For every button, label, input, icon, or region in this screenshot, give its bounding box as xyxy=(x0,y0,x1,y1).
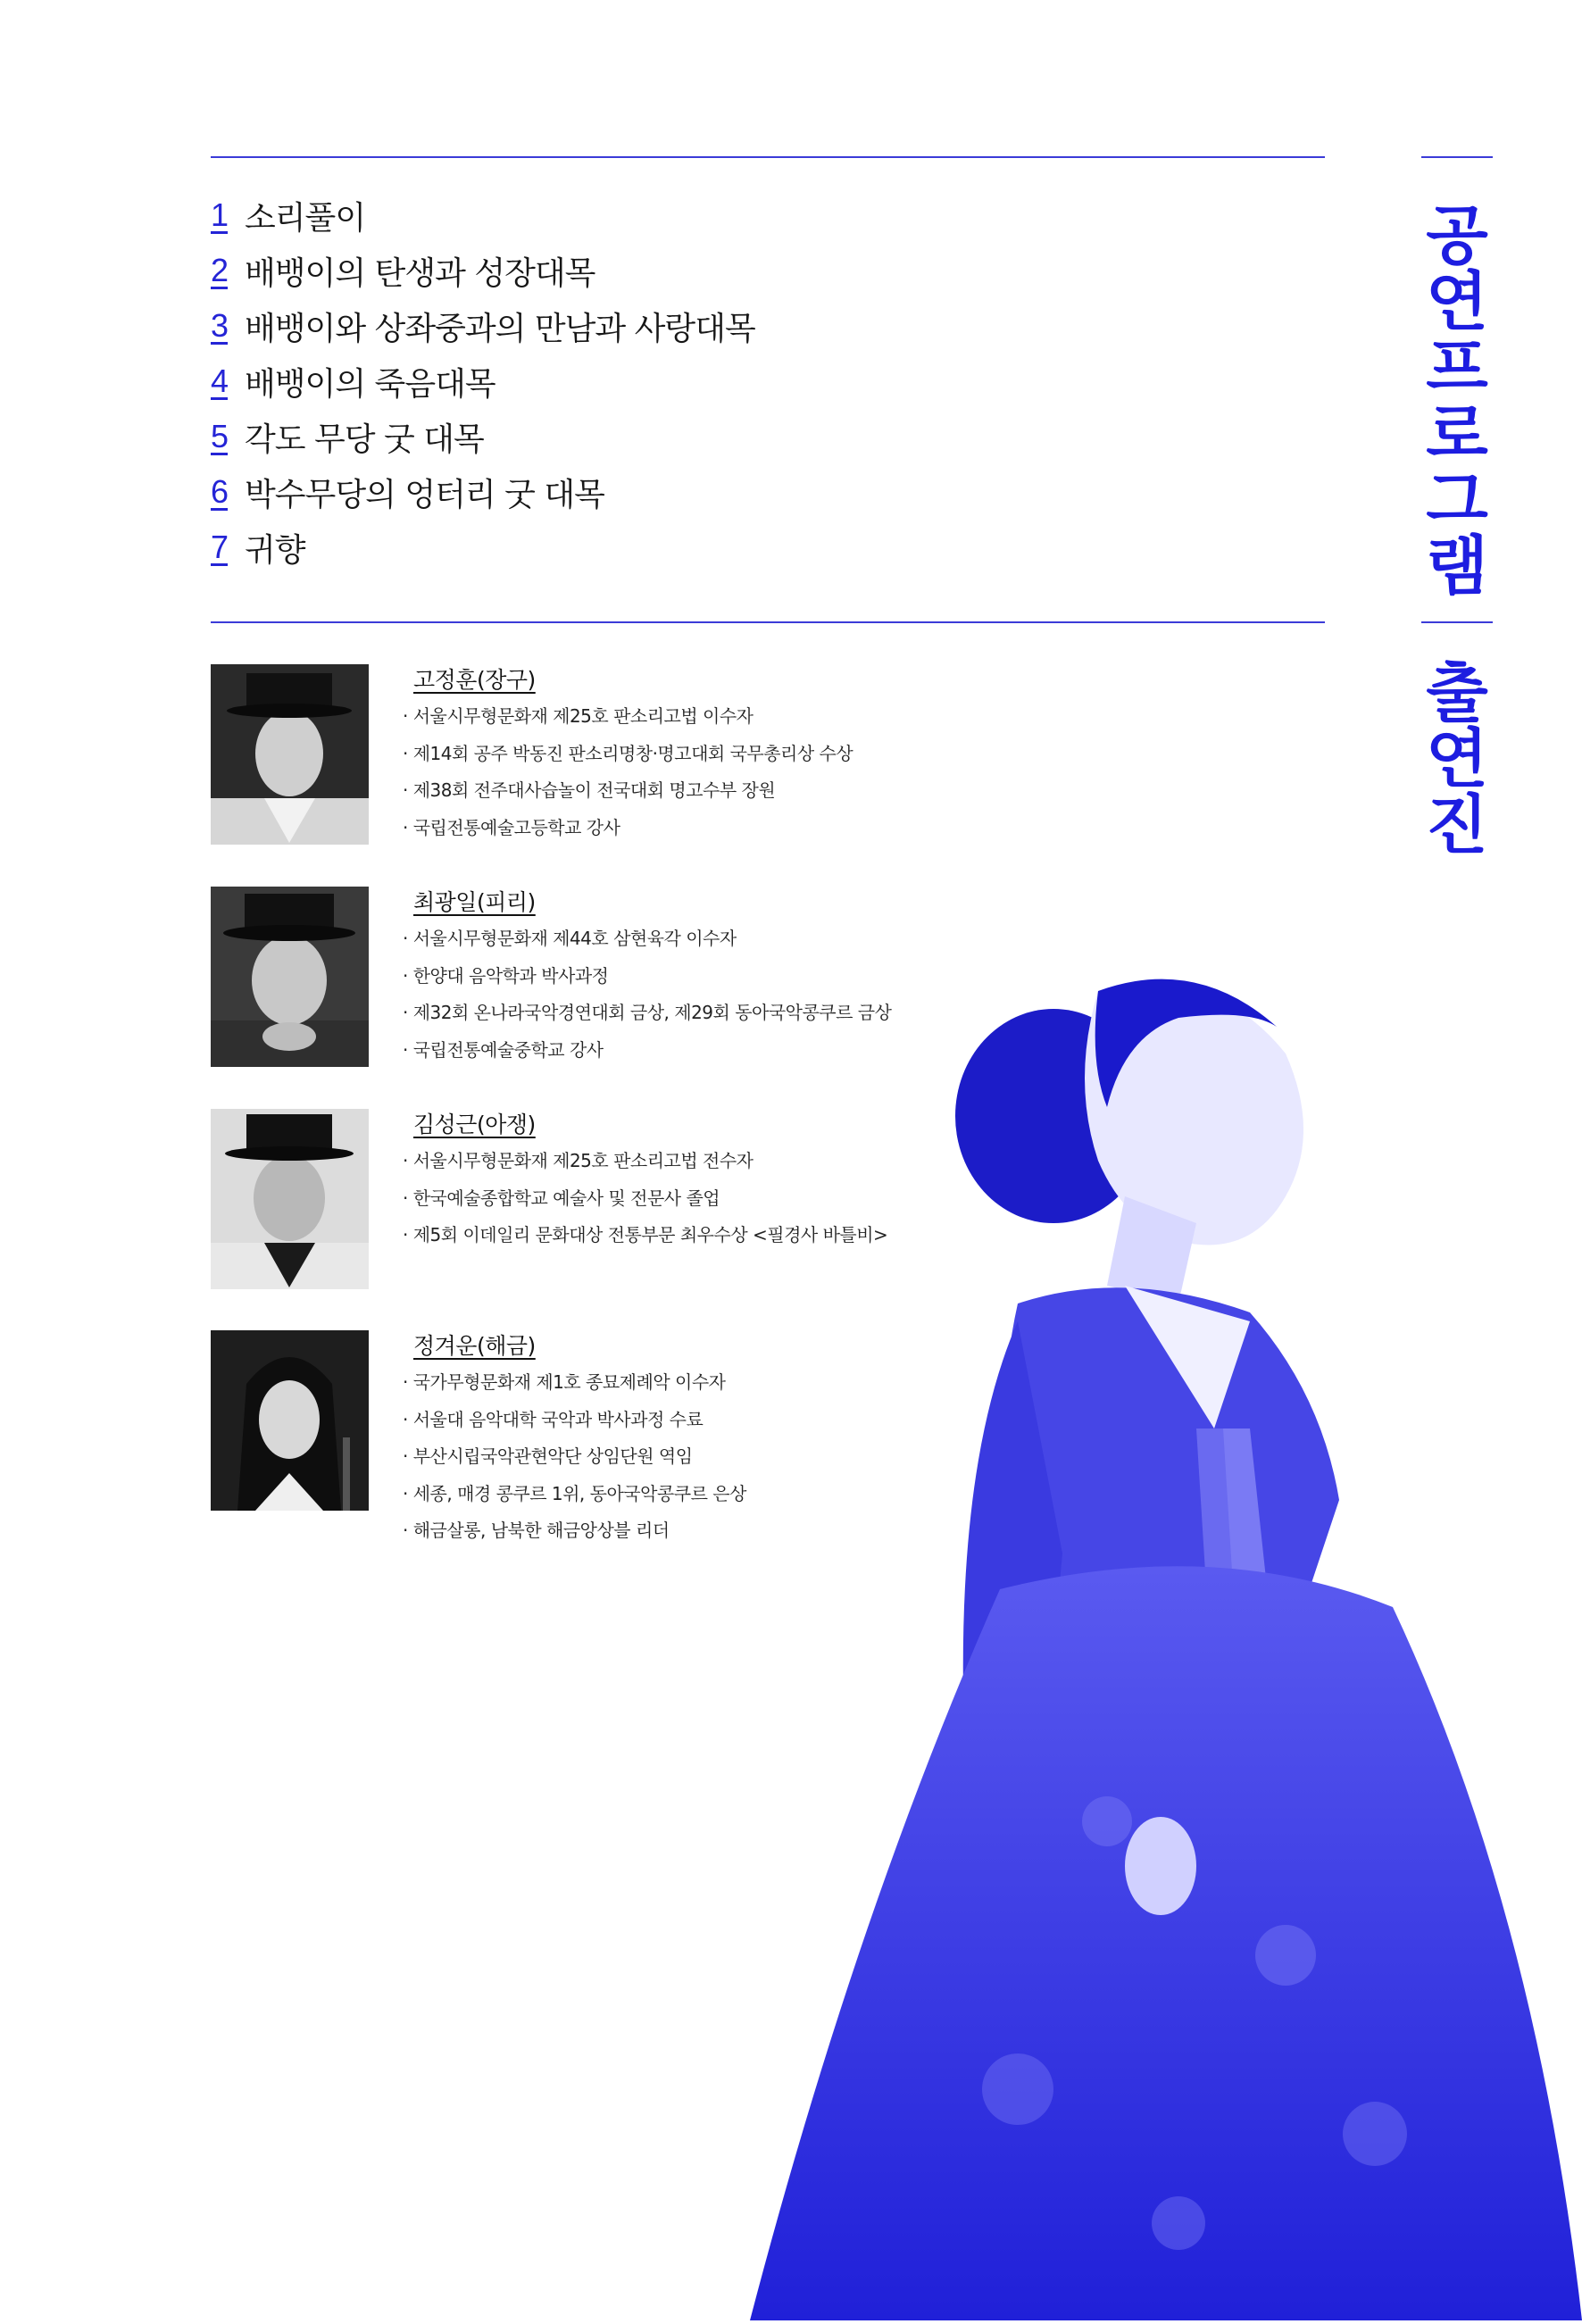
credit-item: · 서울대 음악대학 국악과 박사과정 수료 xyxy=(403,1402,746,1439)
program-title: 배뱅이의 탄생과 성장대목 xyxy=(245,254,595,292)
program-number: 3 xyxy=(211,307,229,344)
credit-item: · 제38회 전주대사습놀이 전국대회 명고수부 장원 xyxy=(403,772,853,810)
program-item xyxy=(211,520,755,575)
program-list xyxy=(211,187,755,575)
heading-char: 로 xyxy=(1426,396,1488,471)
performer-name: 정겨운(해금) xyxy=(413,1333,536,1359)
heading-char: 그 xyxy=(1426,462,1488,537)
credit-item: · 부산시립국악관현악단 상임단원 역임 xyxy=(403,1438,746,1476)
credit-item: · 한양대 음악학과 박사과정 xyxy=(403,958,891,995)
heading-char: 공 xyxy=(1426,197,1488,273)
performer-name: 김성근(아쟁) xyxy=(413,1112,536,1137)
performer-photo xyxy=(211,887,369,1067)
credit-item: · 국립전통예술중학교 강사 xyxy=(403,1032,891,1070)
hanbok-dancer-image xyxy=(750,929,1582,2320)
program-item xyxy=(211,298,755,354)
performer-name: 고정훈(장구) xyxy=(413,667,536,693)
performer-card xyxy=(211,664,1014,879)
cast-heading xyxy=(1403,654,1511,862)
program-item xyxy=(211,354,755,409)
top-rule-side xyxy=(1421,156,1493,158)
heading-char: 진 xyxy=(1426,787,1488,862)
heading-char: 출 xyxy=(1426,654,1488,730)
credit-item: · 제14회 공주 박동진 판소리명창·명고대회 국무총리상 수상 xyxy=(403,736,853,773)
program-heading xyxy=(1403,197,1511,604)
program-title: 소리풀이 xyxy=(245,199,366,237)
credit-list xyxy=(403,1364,746,1550)
program-title: 배뱅이의 죽음대목 xyxy=(245,365,495,403)
credit-item: · 제5회 이데일리 문화대상 전통부문 최우수상 <필경사 바틀비> xyxy=(403,1217,887,1254)
middle-rule xyxy=(211,621,1325,623)
credit-item: · 서울시무형문화재 제25호 판소리고법 이수자 xyxy=(403,698,853,736)
program-number: 5 xyxy=(211,418,229,454)
performer-photo xyxy=(211,1330,369,1511)
heading-char: 프 xyxy=(1426,329,1488,405)
performer-photo xyxy=(211,664,369,845)
program-item xyxy=(211,464,755,520)
heading-char: 연 xyxy=(1426,263,1488,339)
credit-item: · 제32회 온나라국악경연대회 금상, 제29회 동아국악콩쿠르 금상 xyxy=(403,995,891,1032)
credit-item: · 한국예술종합학교 예술사 및 전문사 졸업 xyxy=(403,1180,887,1218)
program-title: 귀향 xyxy=(245,531,305,569)
credit-list xyxy=(403,698,853,846)
program-number: 7 xyxy=(211,529,229,565)
program-number: 4 xyxy=(211,362,229,399)
credit-item: · 국립전통예술고등학교 강사 xyxy=(403,810,853,847)
credit-item: · 해금살롱, 남북한 해금앙상블 리더 xyxy=(403,1512,746,1550)
credit-item: · 국가무형문화재 제1호 종묘제례악 이수자 xyxy=(403,1364,746,1402)
performer-info xyxy=(403,664,853,846)
performer-name: 최광일(피리) xyxy=(413,889,536,915)
program-item xyxy=(211,187,755,243)
credit-item: · 서울시무형문화재 제44호 삼현육각 이수자 xyxy=(403,920,891,958)
program-item xyxy=(211,243,755,298)
performer-info xyxy=(403,1330,746,1550)
program-title: 배뱅이와 상좌중과의 만남과 사랑대목 xyxy=(245,310,755,347)
program-number: 1 xyxy=(211,196,229,233)
credit-item: · 세종, 매경 콩쿠르 1위, 동아국악콩쿠르 은상 xyxy=(403,1476,746,1513)
credit-item: · 서울시무형문화재 제25호 판소리고법 전수자 xyxy=(403,1143,887,1180)
middle-rule-side xyxy=(1421,621,1493,623)
program-item xyxy=(211,409,755,464)
heading-char: 연 xyxy=(1426,721,1488,796)
top-rule xyxy=(211,156,1325,158)
performer-photo xyxy=(211,1109,369,1289)
program-number: 6 xyxy=(211,473,229,510)
heading-char: 램 xyxy=(1426,528,1488,604)
program-title: 각도 무당 굿 대목 xyxy=(245,421,484,458)
program-title: 박수무당의 엉터리 굿 대목 xyxy=(245,476,604,513)
program-number: 2 xyxy=(211,252,229,288)
